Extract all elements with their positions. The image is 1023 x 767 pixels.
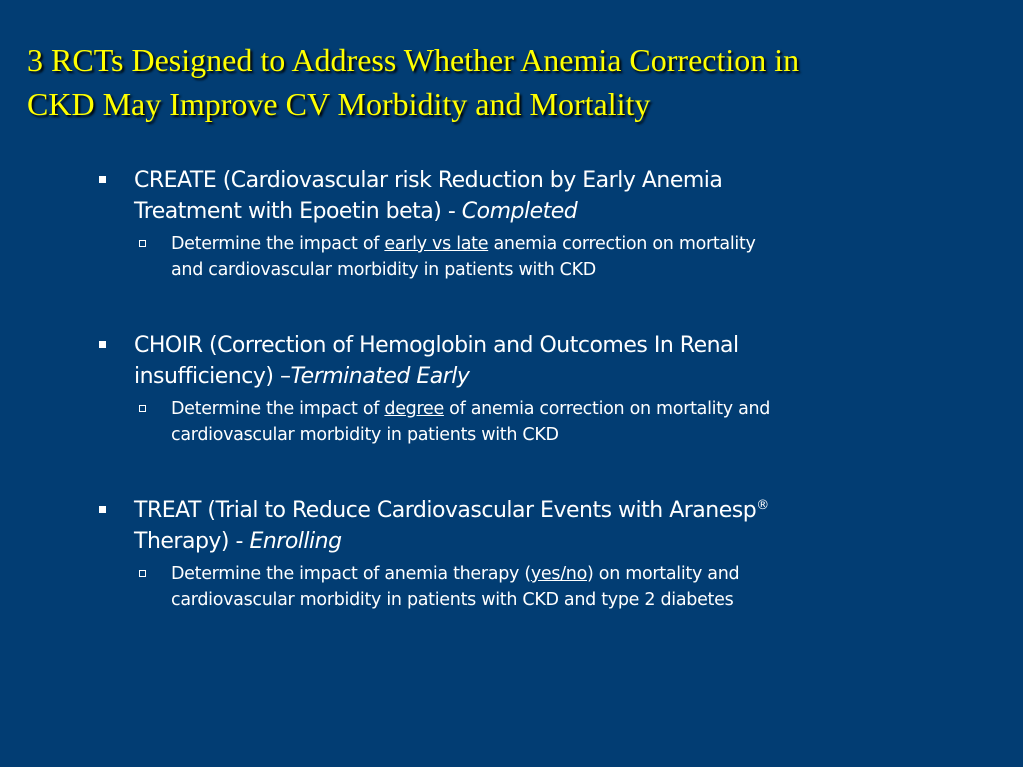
slide-title-line-2: CKD May Improve CV Morbidity and Mortality	[27, 86, 651, 122]
objective-prefix: Determine the impact of	[171, 234, 385, 254]
trial-objective-line-2: and cardiovascular morbidity in patients with CKD	[171, 260, 596, 280]
trial-heading-prefix: Treatment with Epoetin beta) -	[134, 199, 462, 224]
registered-trademark-mark: ®	[756, 498, 769, 513]
trial-objective-line-1	[171, 231, 957, 257]
trial-objective-line-1	[171, 561, 957, 587]
objective-suffix: of anemia correction on mortality and	[443, 399, 771, 419]
trial-status: Completed	[461, 199, 578, 224]
trial-heading-line-1: CHOIR (Correction of Hemoglobin and Outcomes In Renal	[134, 333, 739, 358]
objective-emphasis: yes/no	[530, 564, 587, 584]
hollow-square-bullet-icon	[139, 405, 146, 412]
trial-heading-line-2	[134, 196, 957, 227]
square-bullet-icon	[99, 341, 106, 348]
objective-prefix: Determine the impact of	[171, 399, 385, 419]
trial-status: Terminated Early	[290, 364, 470, 389]
objective-suffix: ) on mortality and	[587, 564, 740, 584]
slide-title	[27, 38, 987, 126]
trial-status: Enrolling	[249, 529, 342, 554]
square-bullet-icon	[99, 506, 106, 513]
objective-emphasis: degree	[384, 399, 444, 419]
trial-heading-text: TREAT (Trial to Reduce Cardiovascular Events with Aranesp	[134, 498, 757, 523]
hollow-square-bullet-icon	[139, 240, 146, 247]
trial-objective	[97, 561, 957, 613]
objective-emphasis: early vs late	[384, 234, 489, 254]
objective-suffix: anemia correction on mortality	[488, 234, 756, 254]
hollow-square-bullet-icon	[139, 570, 146, 577]
trial-heading	[97, 165, 957, 227]
square-bullet-icon	[99, 176, 106, 183]
trial-heading-line-2	[134, 361, 957, 392]
trial-heading-line-1	[134, 495, 957, 526]
trial-objective	[97, 396, 957, 448]
trial-heading	[97, 495, 957, 557]
objective-prefix: Determine the impact of anemia therapy (	[171, 564, 531, 584]
trial-objective-line-2: cardiovascular morbidity in patients with CKD and type 2 diabetes	[171, 590, 734, 610]
trial-heading-prefix: Therapy) -	[134, 529, 250, 554]
trial-heading-line-1: CREATE (Cardiovascular risk Reduction by Early Anemia	[134, 168, 723, 193]
trial-item-create	[97, 165, 957, 283]
trial-heading-prefix: insufficiency) –	[134, 364, 291, 389]
trial-item-treat	[97, 495, 957, 613]
trial-objective-line-2: cardiovascular morbidity in patients with CKD	[171, 425, 559, 445]
slide-title-line-1: 3 RCTs Designed to Address Whether Anemia Correction in	[27, 42, 800, 78]
trial-item-choir	[97, 330, 957, 448]
trial-heading-line-2	[134, 526, 957, 557]
trial-objective	[97, 231, 957, 283]
trial-heading	[97, 330, 957, 392]
trial-objective-line-1	[171, 396, 957, 422]
